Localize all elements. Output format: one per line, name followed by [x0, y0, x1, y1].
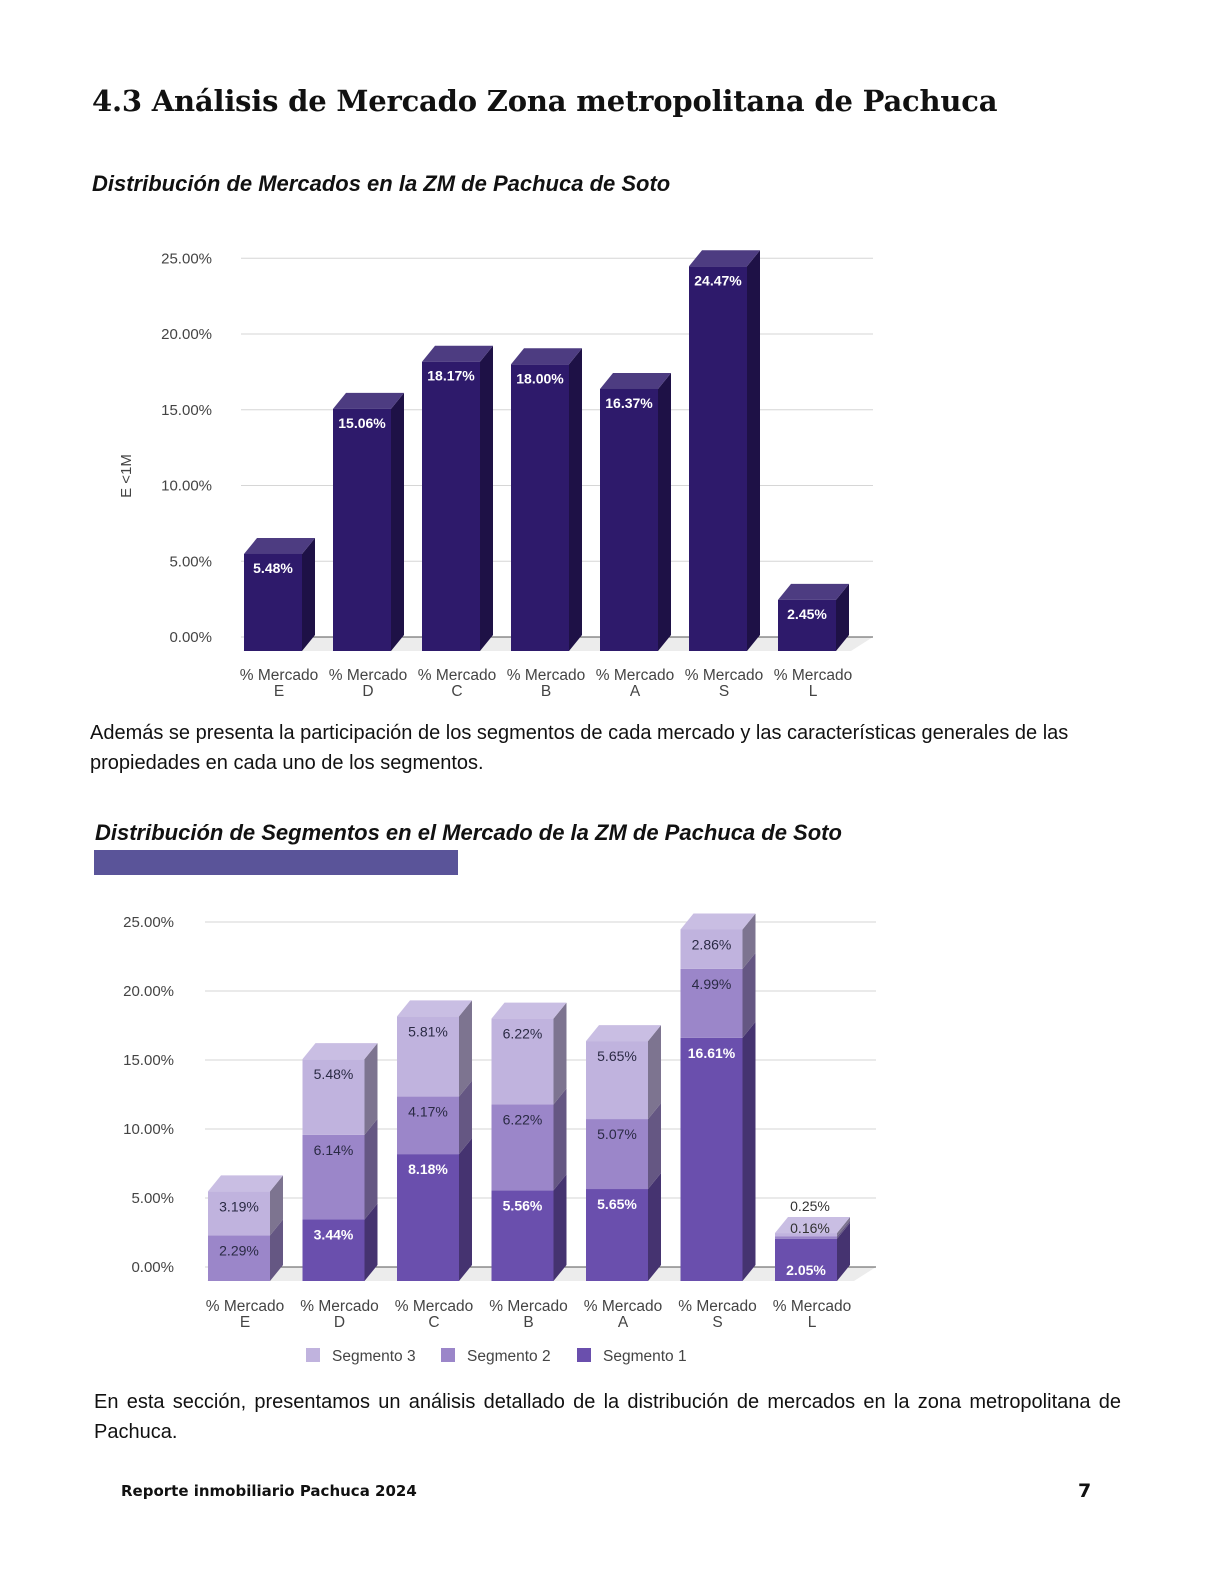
- legend-label: Segmento 2: [467, 1348, 551, 1365]
- chart1-title: Distribución de Mercados en la ZM de Pachuca de Soto: [92, 171, 671, 196]
- data-label: 6.14%: [313, 1141, 354, 1158]
- bar-segment-side: [554, 1088, 567, 1190]
- x-tick-label: E: [239, 1314, 251, 1331]
- bar-segment-front: [775, 1237, 837, 1239]
- bar-side: [569, 348, 582, 651]
- x-tick-label: % Mercado: [239, 667, 319, 684]
- bar-segment: [397, 1138, 472, 1281]
- chart1-y-axis-label: E <1M: [118, 454, 135, 498]
- data-label: 4.99%: [691, 975, 732, 992]
- chart2-legend: [306, 1348, 687, 1365]
- y-tick-label: 0.00%: [131, 1259, 174, 1276]
- y-tick-label: 15.00%: [123, 1052, 174, 1069]
- data-label: 2.45%: [787, 605, 827, 622]
- bar-segment-top: [303, 1043, 378, 1059]
- chart2-x-labels: [206, 1298, 851, 1331]
- x-tick-label: % Mercado: [394, 1298, 474, 1315]
- bar-side: [480, 346, 493, 651]
- paragraph-summary: En esta sección, presentamos un análisis detallado de la distribución de mercados en la zona metropolitana de Pachuca.: [94, 1391, 1121, 1443]
- bar-segment-side: [365, 1119, 378, 1220]
- bar: [600, 373, 671, 651]
- data-label: 5.07%: [597, 1126, 637, 1143]
- bar: [333, 393, 404, 651]
- paragraph-intro-segments: Además se presenta la participación de los segmentos de cada mercado y las características generales de las propiedades en cada uno de los segmentos.: [90, 722, 1069, 774]
- bar-front: [689, 266, 747, 651]
- bar-side: [747, 250, 760, 651]
- x-tick-label: C: [428, 1314, 440, 1331]
- data-label: 8.18%: [408, 1161, 448, 1178]
- chart2-y-ticks: [123, 914, 174, 1276]
- x-tick-label: % Mercado: [205, 1298, 285, 1315]
- data-label: 2.29%: [219, 1242, 259, 1259]
- x-tick-label: S: [718, 683, 730, 700]
- bar-segment-side: [648, 1173, 661, 1281]
- data-label: 16.37%: [605, 394, 653, 411]
- data-label: 4.17%: [408, 1103, 448, 1120]
- data-label: 5.65%: [597, 1048, 637, 1065]
- page-number: 7: [1078, 1480, 1092, 1502]
- data-label: 6.22%: [502, 1111, 543, 1128]
- x-tick-label: D: [362, 683, 374, 700]
- bar-segment-side: [743, 1022, 756, 1281]
- bar-segment-side: [459, 1000, 472, 1096]
- bar-segment: [303, 1043, 378, 1135]
- bar-segment-side: [365, 1043, 378, 1135]
- bar-segment-side: [554, 1174, 567, 1281]
- y-tick-label: 10.00%: [123, 1121, 174, 1138]
- title-accent-bar: [94, 850, 458, 875]
- x-tick-label: B: [540, 683, 552, 700]
- data-label: 18.17%: [427, 367, 475, 384]
- data-label: 5.48%: [313, 1066, 354, 1083]
- bar-segment-top: [397, 1000, 472, 1016]
- bar-side: [658, 373, 671, 651]
- x-tick-label: L: [808, 683, 818, 700]
- x-tick-label: % Mercado: [678, 1298, 757, 1315]
- bar: [511, 348, 582, 651]
- legend-label: Segmento 1: [603, 1348, 687, 1365]
- x-tick-label: S: [712, 1314, 723, 1331]
- legend-item: [577, 1348, 687, 1365]
- bar-front: [600, 389, 658, 651]
- bar-segment-top: [208, 1175, 283, 1191]
- legend-swatch: [441, 1348, 455, 1362]
- bar-segment-side: [554, 1003, 567, 1105]
- bar: [689, 250, 760, 651]
- bar-segment-side: [648, 1025, 661, 1119]
- page-heading: 4.3 Análisis de Mercado Zona metropolitana de Pachuca: [92, 84, 998, 118]
- data-label: 3.44%: [313, 1226, 354, 1243]
- bar-front: [422, 362, 480, 651]
- x-tick-label: A: [617, 1314, 629, 1331]
- data-label: 15.06%: [338, 414, 386, 431]
- bar-segment-side: [459, 1138, 472, 1281]
- bar-segment-top: [586, 1025, 661, 1041]
- bar-segment: [586, 1025, 661, 1119]
- data-label: 5.56%: [502, 1197, 543, 1214]
- bar-side: [391, 393, 404, 651]
- segment-distribution-chart: [0, 880, 1224, 1380]
- legend-item: [441, 1348, 551, 1365]
- x-tick-label: B: [523, 1314, 534, 1331]
- data-label: 2.05%: [786, 1262, 826, 1278]
- data-label: 0.25%: [790, 1198, 830, 1214]
- y-tick-label: 20.00%: [161, 326, 212, 343]
- x-tick-label: % Mercado: [772, 1298, 852, 1315]
- data-label: 2.86%: [691, 936, 732, 953]
- chart1-bars: [244, 250, 849, 651]
- y-tick-label: 5.00%: [131, 1190, 174, 1207]
- chart2-bars: [208, 913, 850, 1281]
- x-tick-label: % Mercado: [328, 667, 408, 684]
- x-tick-label: % Mercado: [684, 667, 764, 684]
- data-label: 0.16%: [790, 1220, 830, 1236]
- y-tick-label: 15.00%: [161, 401, 212, 419]
- bar: [422, 346, 493, 651]
- x-tick-label: % Mercado: [300, 1298, 379, 1315]
- chart1-x-labels: [240, 667, 852, 700]
- x-tick-label: % Mercado: [489, 1298, 568, 1315]
- x-tick-label: L: [807, 1314, 817, 1331]
- legend-item: [306, 1348, 416, 1365]
- data-label: 16.61%: [687, 1044, 736, 1061]
- y-tick-label: 0.00%: [169, 629, 212, 646]
- y-tick-label: 25.00%: [161, 250, 212, 268]
- legend-swatch: [306, 1348, 320, 1362]
- y-tick-label: 20.00%: [123, 983, 174, 1000]
- data-label: 5.65%: [597, 1196, 637, 1213]
- legend-swatch: [577, 1348, 591, 1362]
- y-tick-label: 5.00%: [169, 553, 212, 571]
- data-label: 3.19%: [219, 1198, 259, 1215]
- y-tick-label: 25.00%: [123, 914, 174, 931]
- bar-segment: [492, 1003, 567, 1105]
- x-tick-label: % Mercado: [417, 667, 497, 684]
- chart2-title: Distribución de Segmentos en el Mercado de la ZM de Pachuca de Soto: [95, 820, 842, 845]
- footer-report-title: Reporte inmobiliario Pachuca 2024: [121, 1482, 417, 1500]
- data-label: 5.48%: [253, 559, 293, 576]
- bar-segment: [397, 1000, 472, 1096]
- x-tick-label: C: [451, 683, 463, 700]
- data-label: 6.22%: [502, 1025, 543, 1042]
- bar-segment: [586, 1173, 661, 1281]
- bar-segment-front: [681, 1038, 743, 1281]
- x-tick-label: % Mercado: [773, 667, 853, 684]
- bar: [244, 538, 315, 651]
- x-tick-label: % Mercado: [583, 1298, 663, 1315]
- data-label: 5.81%: [408, 1023, 448, 1040]
- bar-segment: [492, 1174, 567, 1281]
- market-distribution-chart: [0, 0, 1224, 720]
- bar-side: [302, 538, 315, 651]
- data-label: 18.00%: [516, 370, 564, 387]
- bar-segment-top: [681, 913, 756, 929]
- bar-front: [511, 364, 569, 651]
- x-tick-label: % Mercado: [506, 667, 586, 684]
- x-tick-label: E: [273, 683, 285, 700]
- y-tick-label: 10.00%: [161, 477, 212, 495]
- bar-front: [333, 409, 391, 651]
- legend-label: Segmento 3: [332, 1348, 416, 1365]
- x-tick-label: D: [333, 1314, 346, 1331]
- bar-segment-top: [492, 1003, 567, 1019]
- x-tick-label: % Mercado: [595, 667, 675, 684]
- x-tick-label: A: [629, 683, 641, 700]
- data-label: 24.47%: [694, 272, 742, 289]
- chart1-y-ticks: [161, 250, 212, 646]
